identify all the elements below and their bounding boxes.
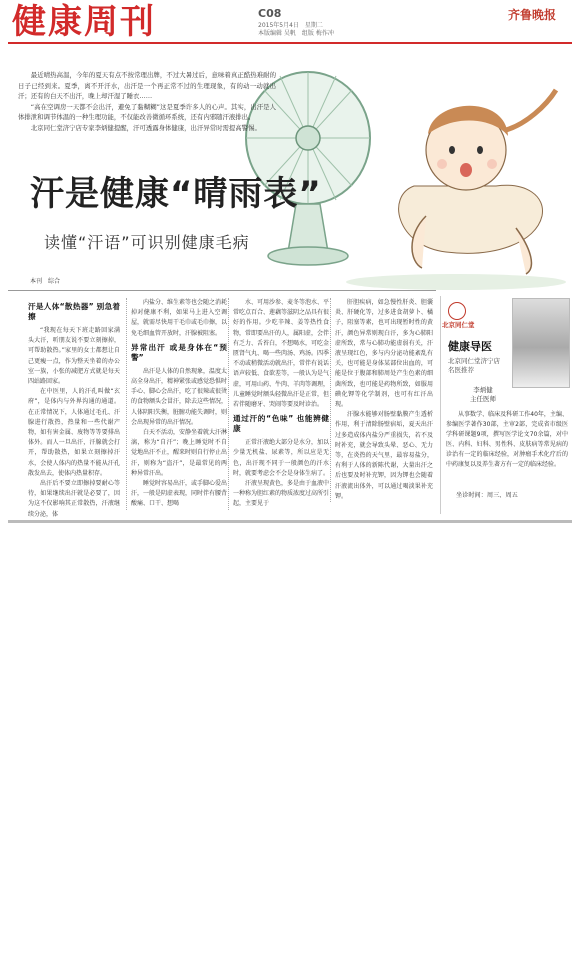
bottom-rule [8, 520, 572, 523]
column-paragraph: 正常汗液绝大部分是水分，加以少量无机盐、尿素等，所以应是无色，出汗现不同于一般颜色的汗水时，就要考虑会不会是身体生病了。 [233, 439, 330, 477]
dateline: 2015年5月4日 星期二 本版编辑 吴帆 组版 梅作冲 [258, 22, 334, 37]
intro-paragraph: 最近晴热高温，今年的夏天有点不按常理出牌，不过大暑过后，意味着真正酷热难耐的日子已经到来。夏季，离不开汗水，出汗是一个再正常不过的生理现象，有的动一动就出汗；还有的白天不出汗，晚上却汗湿了睡衣…… [18, 71, 276, 101]
article-headline: 汗是健康“晴雨表” [30, 174, 322, 214]
masthead-title: 健康周刊 [12, 2, 156, 42]
column-subheading: 汗是人体“散热器” 别急着擦 [28, 302, 120, 321]
column-paragraph: 在中医里，人的汗孔叫做“玄府”，是体内与外界沟通的通道。在正常情况下，人体通过毛孔、汗腺进行散热，热量和一些代谢产物，如有害金属、废物等等要排出体外。而人一旦出汗，汗腺就会打开，帮助散热，如果立刻擦掉汗水，会使人体内的热量不能从汗孔散发出去，使体内热量积存。 [28, 388, 120, 477]
newspaper-brand: 齐鲁晚报 [508, 8, 557, 22]
sidebar-logo-text: 北京同仁堂 [442, 321, 475, 329]
intro-paragraph: 北京同仁堂济宁店专家李炳健提醒，汗可透露身体健康，出汗异常时需提高警惕。 [30, 123, 261, 132]
sidebar-section-title: 健康导医 [448, 340, 492, 353]
tongrentang-logo-icon [448, 302, 466, 320]
doctor-name: 李炳健 [473, 386, 493, 394]
doctor-bio-text: 从事数学、临床及科研工作40年，主编、参编医学著作30部，主审2部，完成省市级医学科研课题9项，撰写医学论文70余篇，对中医、内科、妇科、男性科、皮肤病等常见病的诊治有一定的临床经验，对肿瘤手术化疗后的中药康复以及养生著方有一定的临床经验。 [446, 411, 568, 468]
intro-paragraph: “高在空调房一天都不会出汗，避免了黏糊糊”这是夏季许多人的心声。其实，出汗是人体排泄和调节体温的一种生理功能，不仅能改善微循环系统，还有内邪随汗液排出。 [18, 102, 276, 122]
page-number: C08 [258, 7, 282, 20]
clinic-hours: 坐诊时间：周三、周五 [456, 492, 518, 499]
article-column-3 [228, 298, 329, 510]
article-byline: 本刊 综合 [30, 278, 61, 285]
column-paragraph: 出汗是人体的自然现象，温度太高全身出汗，精神紧张或感觉恐惧时手心、脚心会出汗，吃了很辣或很烫的食物额头会冒汗，除去这些情况，人体阴阳失衡，脏腑功能失调时，则会出现异常的出汗情况。 [131, 367, 228, 426]
doctor-title: 主任医师 [470, 395, 496, 403]
article-column-1 [28, 298, 120, 520]
article-intro [18, 70, 276, 134]
column-paragraph: 汗液呈现黄色，多是由于血液中一种称为胆红素的物质浓度过高所引起，主要见于 [233, 480, 330, 508]
top-rule [8, 42, 572, 44]
column-paragraph: “我现在每天下班走路回家满头大汗，听朋友说不要立刻擦掉，可帮助散热。”家里的女士都想让自己更瘦一点，作为整天坐着的办公室一族，小张的减肥方式就是每天四站路回家。 [28, 327, 120, 386]
article-subheadline: 读懂“汗语”可识别健康毛病 [44, 233, 250, 252]
column-subheading: 异常出汗 或是身体在“预警” [131, 342, 227, 362]
sidebar-section-subtitle: 北京同仁堂济宁店 名医推荐 [448, 357, 500, 374]
article-column-4 [330, 298, 433, 502]
column-subheading: 通过汗的“色味” 也能辨健康 [233, 414, 329, 434]
byline-rule [8, 290, 436, 291]
column-paragraph: 出汗后不要立即擦掉要耐心等待，如果继续出汗就是必要了，因为这不仅影响其正常散热，汗液继续分泌，体 [28, 480, 120, 518]
doctor-bio [446, 410, 568, 470]
doctor-credit [458, 386, 508, 404]
column-paragraph: 睡觉时容易出汗，或手脚心爱出汗，一般是阴虚表现，同时伴有腰背酸痛、口干、想喝 [131, 480, 228, 508]
doctor-photo [512, 298, 570, 388]
article-column-2 [126, 298, 227, 510]
column-paragraph: 白天不活动，安静坐着就大汗淋漓，称为“自汗”；晚上睡觉时不自觉地出汗不止，醒来时则自行停止出汗，则称为“盗汗”，是最常见的两种异常汗出。 [131, 429, 228, 477]
column-paragraph: 水、可用沙参、麦冬等泡水、平常吃点百合、莲藕等滋阴之品具有很好的作用。少吃辛辣、姜等热性食物，常即要出汗的人，属阳虚，会伴有乏力、舌苔白，不想喝水，可吃金匮肾气丸、喝一些肉汤、鸡汤。四季不动或稍微活动就出汗，常伴有说话语声较低、食欲差等，一般认为是气虚，可用山药、牛肉、羊肉等调理，儿童睡觉时额头轻微出汗是正常，但若伴随磨牙、哭闹等要及时诊治。 [233, 299, 330, 409]
column-paragraph: 汗腺水能够对肠壁黏膜产生透析作用，利于清除肠壁宿垢，夏天出汗过多造成体内盐分严重损失，若不及时补充，就会导致头晕、恶心、无力等，在炎热的天气里，最容易盐分，有利于人体的新陈代谢，大量出汗之后也要及时补充钾，因为钾也会随着汗液流出体外，可以通过喝淡果补充钾。 [335, 411, 433, 500]
column-paragraph: 内盐分、维生素等也会随之消耗掉对健康不利，如果马上进入空调屋，就需尽快用干毛巾或毛巾擦，以免毛细血管开放时，汗腺被阻塞。 [131, 299, 228, 337]
baby-graphic [399, 90, 556, 274]
column-paragraph: 肝胆疾病，如急慢性肝炎、胆囊炎、肝硬化等，过多进食胡萝卜、橘子，阻塞等素，也可出现暂时性的黄汗，颜色异常则现白汗，多为心肺阳虚所致，常与心肺功能虚弱有关，汗液呈现红色，多与内分泌功能紊乱有关，也可能是身体某部位出血的，可能是位于腹部和肺周处产生色素的细菌所致，也可能是药物所致，如服用碘化钾等化学制剂，也可有红汗出现。 [335, 299, 433, 409]
